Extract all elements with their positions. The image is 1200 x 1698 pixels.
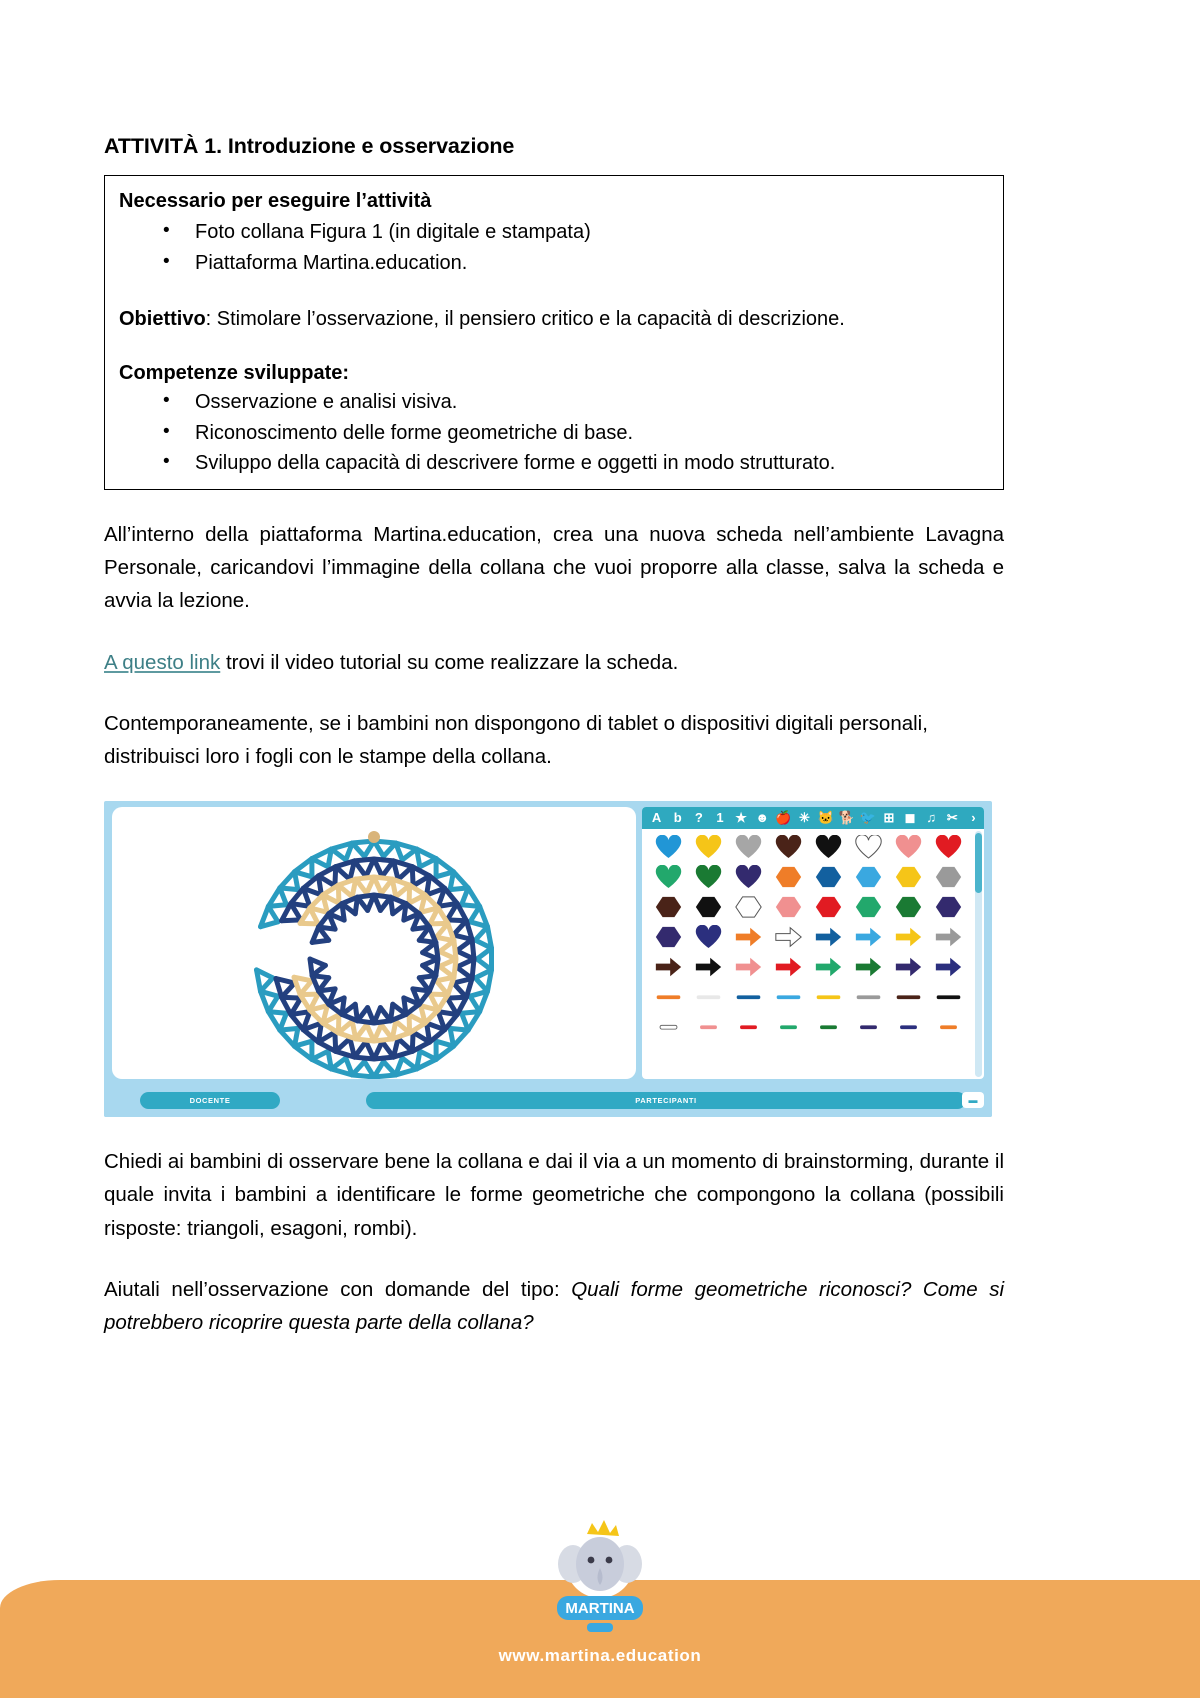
collapse-badge[interactable] (962, 1092, 984, 1108)
video-tutorial-link-tail: trovi il video tutorial su come realizzare la scheda. (220, 650, 679, 674)
heart-stamp-icon[interactable] (815, 835, 842, 859)
line-stamp-icon[interactable] (935, 985, 962, 1009)
list-item: • Osservazione e analisi visiva. (119, 387, 989, 418)
heart-stamp-icon[interactable] (695, 925, 722, 949)
arrow-stamp-icon[interactable] (815, 925, 842, 949)
participants-tab[interactable]: PARTECIPANTI (366, 1092, 966, 1109)
list-item: • Piattaforma Martina.education. (119, 248, 989, 279)
video-tutorial-link[interactable]: A questo link (104, 650, 221, 674)
hexagon-stamp-icon[interactable] (855, 865, 882, 889)
hexagon-stamp-icon[interactable] (815, 865, 842, 889)
hexagon-stamp-icon[interactable] (655, 925, 682, 949)
requirements-box (104, 175, 1004, 490)
minus-icon: ▬ (968, 1095, 978, 1106)
line-stamp-icon[interactable] (895, 1015, 922, 1039)
paragraph-handouts: Contemporaneamente, se i bambini non dispongono di tablet o dispositivi digitali personali, distribuisci loro i fogli con le stampe della collana. (104, 711, 928, 768)
hexagon-stamp-icon[interactable] (935, 895, 962, 919)
heart-stamp-icon[interactable] (855, 835, 882, 859)
document-content (104, 0, 1004, 1339)
heart-stamp-icon[interactable] (695, 835, 722, 859)
stamp-palette-toolbar[interactable] (642, 807, 984, 829)
scissors-icon[interactable]: ✂ (946, 810, 958, 826)
palette-scrollbar-thumb[interactable] (975, 833, 982, 893)
hexagon-stamp-icon[interactable] (935, 865, 962, 889)
dog-icon[interactable]: 🐕 (838, 810, 855, 826)
brand-wordmark: MARTINA (565, 1600, 635, 1617)
bird-icon[interactable]: 🐦 (859, 810, 876, 826)
hexagon-stamp-icon[interactable] (895, 895, 922, 919)
requirements-box-title: Necessario per eseguire l’attività (119, 190, 432, 212)
heart-stamp-icon[interactable] (735, 865, 762, 889)
skills-list (119, 387, 989, 479)
square-icon[interactable]: ◼ (904, 810, 916, 826)
arrow-stamp-icon[interactable] (775, 955, 802, 979)
line-stamp-icon[interactable] (695, 1015, 722, 1039)
objective-label: Obiettivo (119, 308, 206, 331)
line-stamp-icon[interactable] (775, 985, 802, 1009)
arrow-stamp-icon[interactable] (935, 955, 962, 979)
music-note-icon[interactable]: ♫ (926, 810, 937, 826)
list-item: • Riconoscimento delle forme geometriche di base. (119, 418, 989, 449)
line-stamp-icon[interactable] (815, 1015, 842, 1039)
hexagon-stamp-icon[interactable] (735, 895, 762, 919)
hexagon-stamp-icon[interactable] (655, 895, 682, 919)
arrow-stamp-icon[interactable] (655, 955, 682, 979)
hexagon-stamp-icon[interactable] (695, 895, 722, 919)
footer-url: www.martina.education (498, 1646, 702, 1665)
heart-stamp-icon[interactable] (895, 835, 922, 859)
smiley-icon[interactable]: ☻ (755, 810, 770, 826)
arrow-stamp-icon[interactable] (735, 955, 762, 979)
line-stamp-icon[interactable] (655, 1015, 682, 1039)
app-screenshot-body (112, 807, 984, 1079)
letter-a-icon[interactable]: A (651, 810, 662, 826)
arrow-stamp-icon[interactable] (735, 925, 762, 949)
line-stamp-icon[interactable] (695, 985, 722, 1009)
hexagon-stamp-icon[interactable] (815, 895, 842, 919)
arrow-stamp-icon[interactable] (775, 925, 802, 949)
line-stamp-icon[interactable] (775, 1015, 802, 1039)
star-icon[interactable]: ★ (735, 810, 747, 826)
line-stamp-icon[interactable] (655, 985, 682, 1009)
arrow-stamp-icon[interactable] (895, 955, 922, 979)
questions-italic: Quali forme geometriche riconosci? Come si potrebbero ricoprire questa parte della collana? (104, 1277, 1004, 1334)
list-item: • Sviluppo della capacità di descrivere forme e oggetti in modo strutturato. (119, 448, 989, 479)
paragraph-platform-instructions: All’interno della piattaforma Martina.education, crea una nuova scheda nell’ambiente Lavagna Personale, caricandovi l’immagine della collana che vuoi proporre alla classe, salva la scheda e avvia la lezione. (104, 522, 1004, 613)
cat-icon[interactable]: 🐱 (817, 810, 834, 826)
hexagon-stamp-icon[interactable] (895, 865, 922, 889)
questions-lead: Aiutali nell’osservazione con domande del tipo: (104, 1277, 572, 1301)
chevron-right-icon[interactable]: › (971, 810, 976, 826)
app-bottom-bar (104, 1083, 992, 1117)
stamp-palette-panel[interactable] (642, 807, 984, 1079)
line-stamp-icon[interactable] (815, 985, 842, 1009)
paragraph-brainstorming: Chiedi ai bambini di osservare bene la collana e dai il via a un momento di brainstorming, durante il quale invita i bambini a identificare le forme geometriche che compongono la collana (possibili risposte: triangoli, esagoni, rombi). (104, 1150, 1004, 1240)
letter-b-icon[interactable]: b (673, 810, 682, 826)
list-item: • Foto collana Figura 1 (in digitale e stampata) (119, 217, 989, 248)
arrow-stamp-icon[interactable] (815, 955, 842, 979)
heart-stamp-icon[interactable] (775, 835, 802, 859)
objective-paragraph (119, 304, 989, 334)
skills-title: Competenze sviluppate: (119, 362, 350, 385)
arrow-stamp-icon[interactable] (935, 925, 962, 949)
question-mark-icon[interactable]: ? (694, 810, 703, 826)
requirements-list (119, 217, 989, 278)
hexagon-stamp-icon[interactable] (775, 895, 802, 919)
grid-icon[interactable]: ⊞ (883, 810, 895, 826)
arrow-stamp-icon[interactable] (855, 925, 882, 949)
arrow-stamp-icon[interactable] (895, 925, 922, 949)
number-one-icon[interactable]: 1 (716, 810, 724, 826)
line-stamp-icon[interactable] (735, 1015, 762, 1039)
heart-stamp-icon[interactable] (695, 865, 722, 889)
necklace-illustration (112, 807, 636, 1079)
paragraph-questions (104, 1273, 1004, 1339)
heart-stamp-icon[interactable] (655, 835, 682, 859)
stamp-grid[interactable] (642, 829, 984, 1042)
arrow-stamp-icon[interactable] (695, 955, 722, 979)
heart-stamp-icon[interactable] (735, 835, 762, 859)
app-screenshot (104, 801, 992, 1117)
apple-icon[interactable]: 🍎 (775, 810, 792, 826)
line-stamp-icon[interactable] (735, 985, 762, 1009)
hexagon-stamp-icon[interactable] (855, 895, 882, 919)
line-stamp-icon[interactable] (855, 1015, 882, 1039)
arrow-stamp-icon[interactable] (855, 955, 882, 979)
line-stamp-icon[interactable] (855, 985, 882, 1009)
asterisk-icon[interactable]: ✳ (798, 810, 810, 826)
heart-stamp-icon[interactable] (655, 865, 682, 889)
heart-stamp-icon[interactable] (935, 835, 962, 859)
whiteboard-canvas[interactable] (112, 807, 636, 1079)
hexagon-stamp-icon[interactable] (775, 865, 802, 889)
teacher-tab[interactable]: DOCENTE (140, 1092, 280, 1109)
objective-text: : Stimolare l’osservazione, il pensiero critico e la capacità di descrizione. (205, 308, 845, 331)
page-title: ATTIVITÀ 1. Introduzione e osservazione (104, 134, 515, 158)
line-stamp-icon[interactable] (895, 985, 922, 1009)
line-stamp-icon[interactable] (935, 1015, 962, 1039)
elephant-logo-icon (535, 1520, 665, 1638)
brand-logo (0, 1520, 1200, 1638)
necklace-photo (112, 807, 636, 1079)
paragraph-video-tutorial (104, 646, 1004, 679)
